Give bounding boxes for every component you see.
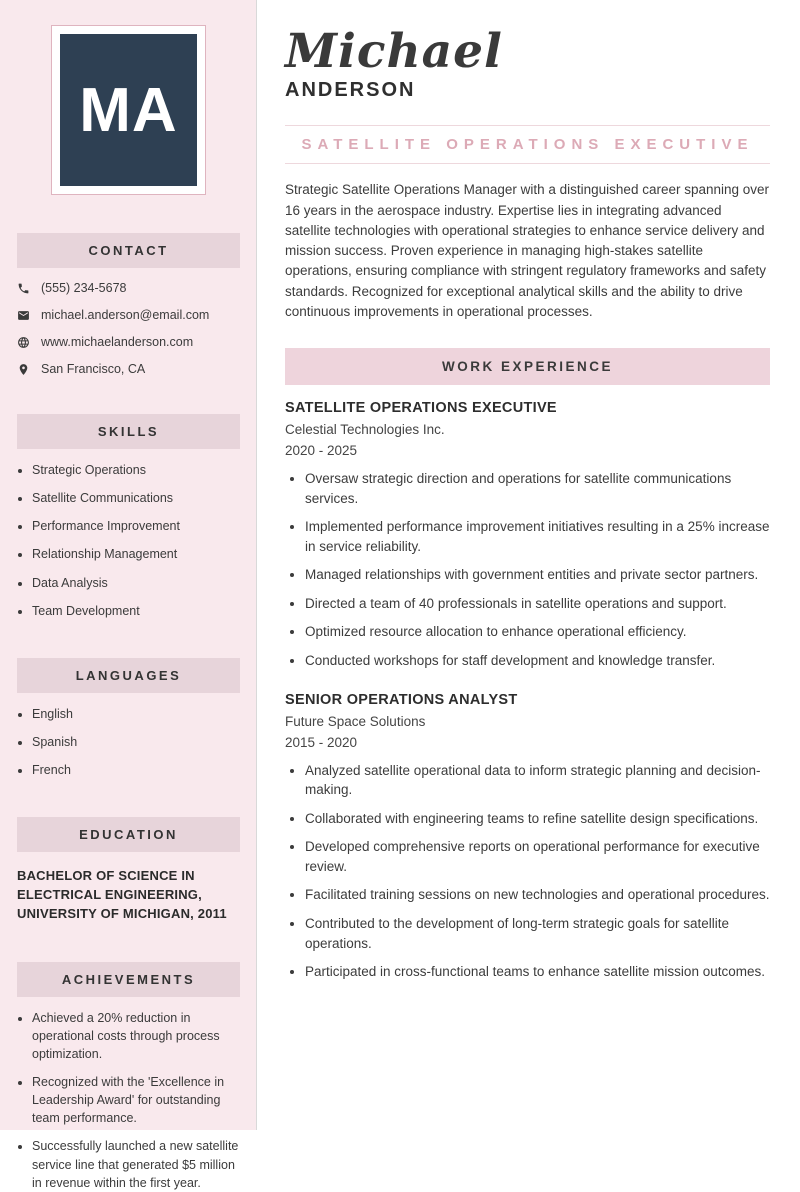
contact-row-location: [17, 362, 240, 376]
achievements-section-header: ACHIEVEMENTS: [17, 962, 240, 997]
job-entry: [285, 692, 770, 982]
skills-list: [17, 461, 240, 620]
job-bullet: • Optimized resource allocation to enhance operational efficiency.: [305, 622, 770, 642]
education-section-header: EDUCATION: [17, 817, 240, 852]
divider: [285, 163, 770, 164]
globe-icon: [17, 336, 30, 349]
achievement-item: • Recognized with the 'Excellence in Leadership Award' for outstanding team performance.: [32, 1073, 240, 1127]
job-bullet: • Oversaw strategic direction and operations for satellite communications services.: [305, 469, 770, 508]
job-headline: SATELLITE OPERATIONS EXECUTIVE: [301, 136, 754, 154]
job-bullet-list: [285, 469, 770, 671]
last-name: ANDERSON: [285, 79, 416, 102]
job-bullet: • Managed relationships with government entities and private sector partners.: [305, 565, 770, 585]
contact-section-header: CONTACT: [17, 233, 240, 268]
contact-row-phone: [17, 281, 240, 295]
job-company: Celestial Technologies Inc.: [285, 422, 445, 438]
email-icon: [17, 309, 30, 322]
skill-item: • Relationship Management: [32, 545, 240, 563]
achievement-item: • Achieved a 20% reduction in operational costs through process optimization.: [32, 1009, 240, 1063]
language-item: • Spanish: [32, 733, 240, 751]
skill-item: • Performance Improvement: [32, 517, 240, 535]
job-bullet: • Facilitated training sessions on new technologies and operational procedures.: [305, 885, 770, 905]
work-experience-header: WORK EXPERIENCE: [285, 348, 770, 385]
job-bullet: • Conducted workshops for staff development and knowledge transfer.: [305, 651, 770, 671]
language-item: • English: [32, 705, 240, 723]
job-entry: [285, 400, 770, 671]
job-bullet: • Participated in cross-functional teams to enhance satellite mission outcomes.: [305, 962, 770, 982]
contact-list: [17, 281, 240, 376]
first-name: Michael: [285, 24, 503, 79]
languages-section-header: LANGUAGES: [17, 658, 240, 693]
skill-item: • Satellite Communications: [32, 489, 240, 507]
job-bullet: • Developed comprehensive reports on operational performance for executive review.: [305, 837, 770, 876]
contact-email: michael.anderson@email.com: [41, 308, 210, 322]
language-item: • French: [32, 761, 240, 779]
achievement-item: • Successfully launched a new satellite service line that generated $5 million in revenue within the first year.: [32, 1137, 240, 1191]
location-icon: [17, 363, 30, 376]
phone-icon: [17, 282, 30, 295]
skill-item: • Team Development: [32, 602, 240, 620]
job-bullet: • Analyzed satellite operational data to inform strategic planning and decision-making.: [305, 761, 770, 800]
achievements-list: [17, 1009, 240, 1192]
monogram-frame: [51, 25, 206, 195]
skill-item: • Strategic Operations: [32, 461, 240, 479]
contact-row-email: [17, 308, 240, 322]
contact-location: San Francisco, CA: [41, 362, 146, 376]
monogram: [60, 34, 197, 186]
skill-item: • Data Analysis: [32, 574, 240, 592]
contact-row-website: [17, 335, 240, 349]
skills-section-header: SKILLS: [17, 414, 240, 449]
main-column: [257, 0, 800, 1130]
contact-phone: (555) 234-5678: [41, 281, 127, 295]
job-bullet: • Implemented performance improvement initiatives resulting in a 25% increase in service reliability.: [305, 517, 770, 556]
job-bullet: • Contributed to the development of long-term strategic goals for satellite operations.: [305, 914, 770, 953]
languages-list: [17, 705, 240, 779]
sidebar: [0, 0, 257, 1190]
professional-summary: Strategic Satellite Operations Manager with a distinguished career spanning over 16 years in the aerospace industry. Expertise lies in integrating advanced satellite technologies with operational strategies to enhance service delivery and mission success. Proven experience in managing high-stakes satellite operations, ensuring compliance with stringent regulatory frameworks and safety standards. Recognized for exceptional analytical skills and the ability to drive continuous improvements in operational processes.: [285, 182, 770, 319]
education-degree: BACHELOR OF SCIENCE IN ELECTRICAL ENGINEERING, UNIVERSITY OF MICHIGAN, 2011: [17, 868, 227, 921]
job-bullet-list: [285, 761, 770, 982]
contact-website: www.michaelanderson.com: [41, 335, 194, 349]
job-company: Future Space Solutions: [285, 713, 426, 729]
monogram-initials: MA: [79, 75, 178, 145]
job-dates: 2015 - 2020: [285, 734, 358, 750]
job-bullet: • Directed a team of 40 professionals in satellite operations and support.: [305, 594, 770, 614]
job-title: SENIOR OPERATIONS ANALYST: [285, 691, 518, 708]
job-dates: 2020 - 2025: [285, 443, 358, 459]
job-bullet: • Collaborated with engineering teams to refine satellite design specifications.: [305, 809, 770, 829]
job-title: SATELLITE OPERATIONS EXECUTIVE: [285, 400, 557, 417]
